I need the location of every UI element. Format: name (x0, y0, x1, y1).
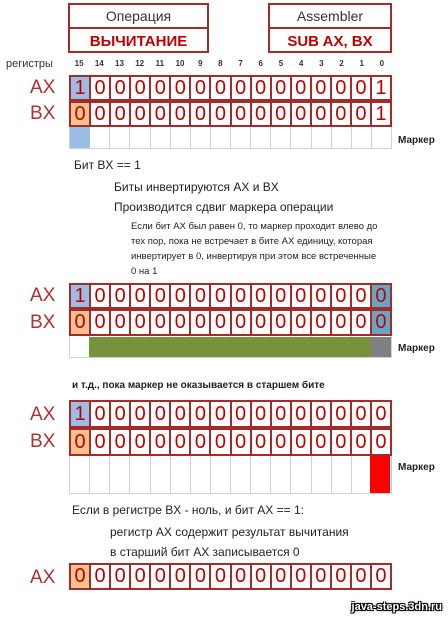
ax-register-step2 (69, 283, 392, 309)
bit-cell: 0 (171, 430, 191, 454)
bit-cell: 0 (171, 402, 191, 426)
bit-cell: 0 (272, 311, 292, 334)
bit-cell: 0 (111, 311, 131, 334)
bit-cell: 0 (211, 311, 231, 334)
bit-cell: 0 (352, 565, 372, 588)
note-invert: Биты инвертируются AX и BX (114, 180, 279, 194)
marker-cell (130, 456, 150, 494)
bit-cell: 0 (372, 285, 392, 307)
bit-cell: 0 (151, 103, 171, 125)
note-high-bit: в старший бит AX записывается 0 (110, 545, 300, 559)
bit-cell: 0 (292, 402, 312, 426)
bit-cell: 0 (151, 77, 171, 99)
bit-cell: 0 (292, 311, 312, 334)
marker-row-1 (69, 127, 392, 149)
bit-number: 10 (175, 59, 185, 68)
bit-number: 8 (218, 59, 223, 68)
bit-cell: 0 (312, 77, 332, 99)
marker-cell (231, 456, 251, 494)
ax-register-result (69, 563, 392, 590)
marker-cell (171, 456, 191, 494)
assembler-value: SUB AX, BX (287, 33, 373, 50)
reg-name-ax-3: AX (30, 404, 56, 425)
bit-number: 7 (238, 59, 243, 68)
marker-cell (191, 127, 211, 149)
bit-cell: 0 (191, 77, 211, 99)
bit-cell: 0 (332, 430, 352, 454)
registers-label: регистры (6, 58, 53, 70)
note-continue: и т.д., пока маркер не оказывается в старшем бите (72, 380, 325, 391)
assembler-box (268, 3, 392, 53)
bit-cell: 0 (312, 430, 332, 454)
bit-numbers (69, 59, 392, 68)
bit-number: 3 (319, 59, 324, 68)
bit-cell: 0 (352, 77, 372, 99)
marker-label-3: Маркер (398, 462, 435, 473)
bit-cell: 0 (191, 285, 211, 307)
bit-cell: 0 (272, 285, 292, 307)
bit-cell: 0 (151, 402, 171, 426)
marker-cell (211, 127, 231, 149)
bit-cell: 0 (332, 311, 352, 334)
marker-cell (231, 127, 251, 149)
bit-cell: 0 (292, 565, 312, 588)
bit-cell: 0 (252, 402, 272, 426)
bit-cell: 0 (352, 402, 372, 426)
marker-cell (110, 456, 130, 494)
marker-label-1: Маркер (398, 135, 435, 146)
bit-cell: 0 (151, 311, 171, 334)
bit-cell: 0 (71, 430, 91, 454)
bit-cell: 0 (232, 565, 252, 588)
bit-cell: 0 (352, 430, 372, 454)
bit-number: 2 (339, 59, 344, 68)
bit-cell: 0 (111, 402, 131, 426)
bit-cell: 0 (191, 430, 211, 454)
marker-cell (171, 127, 191, 149)
bit-cell: 0 (312, 103, 332, 125)
bit-cell: 0 (272, 430, 292, 454)
bit-cell: 0 (211, 77, 231, 99)
bit-cell: 0 (272, 565, 292, 588)
reg-name-ax-2: AX (30, 285, 56, 306)
bit-cell: 0 (292, 285, 312, 307)
reg-name-bx-2: BX (30, 312, 56, 333)
bit-cell: 0 (232, 402, 252, 426)
marker-cell (130, 127, 150, 149)
bit-cell: 0 (211, 402, 231, 426)
marker-highlight-1 (70, 127, 90, 148)
bit-cell: 0 (272, 77, 292, 99)
bit-cell: 0 (91, 77, 111, 99)
bit-cell: 0 (91, 285, 111, 307)
bit-cell: 0 (171, 77, 191, 99)
bit-number: 14 (94, 59, 104, 68)
bit-cell: 0 (191, 311, 211, 334)
bit-cell: 0 (332, 285, 352, 307)
bit-cell: 0 (332, 77, 352, 99)
marker-cell (291, 456, 311, 494)
marker-label-2: Маркер (398, 343, 435, 354)
bit-cell: 0 (312, 565, 332, 588)
marker-cell (312, 127, 332, 149)
marker-cell (251, 127, 271, 149)
bit-cell: 0 (91, 402, 111, 426)
bit-cell: 0 (332, 103, 352, 125)
bit-number: 1 (359, 59, 364, 68)
marker-cell (211, 456, 231, 494)
bit-number: 13 (115, 59, 124, 68)
bit-cell: 0 (191, 565, 211, 588)
bit-cell: 0 (71, 565, 91, 588)
bit-cell: 0 (252, 565, 272, 588)
bit-cell: 0 (352, 285, 372, 307)
bit-cell: 1 (71, 77, 91, 99)
bit-number: 6 (258, 59, 263, 68)
ax-register-step1 (69, 75, 392, 101)
bit-cell: 0 (252, 103, 272, 125)
bit-cell: 0 (91, 103, 111, 125)
bit-cell: 0 (211, 565, 231, 588)
marker-cell (271, 456, 291, 494)
bit-cell: 0 (292, 430, 312, 454)
bit-cell: 0 (312, 311, 332, 334)
marker-cell (332, 127, 352, 149)
marker-position-red (370, 456, 390, 493)
bit-cell: 0 (232, 103, 252, 125)
bit-cell: 0 (252, 311, 272, 334)
note-condition: Если в регистре BX - ноль, и бит AX == 1: (72, 503, 304, 517)
marker-cell (70, 336, 90, 358)
bit-cell: 0 (232, 311, 252, 334)
bit-cell: 1 (372, 77, 392, 99)
bit-cell: 0 (252, 77, 272, 99)
bit-cell: 0 (211, 285, 231, 307)
bit-number: 11 (155, 59, 165, 68)
bit-cell: 0 (232, 285, 252, 307)
ax-register-step3 (69, 400, 392, 428)
operation-title: Операция (70, 5, 207, 29)
bit-cell: 0 (171, 285, 191, 307)
bit-number: 12 (135, 59, 145, 68)
note-paragraph: Если бит AX был равен 0, то маркер проходит влево до тех пор, пока не встречает в бите AX единицу, которая инвертирует в 0, инвертируя при этом все встреченные 0 на 1 (131, 221, 378, 277)
marker-cell (352, 127, 372, 149)
bit-cell: 0 (91, 565, 111, 588)
bit-cell: 0 (131, 402, 151, 426)
marker-cell (151, 127, 171, 149)
marker-cell (372, 127, 392, 149)
reg-name-ax-result: AX (30, 567, 56, 588)
bit-cell: 0 (171, 103, 191, 125)
bit-cell: 0 (312, 285, 332, 307)
bit-cell: 0 (232, 430, 252, 454)
note-result: регистр AX содержит результат вычитания (110, 525, 349, 539)
marker-position-gray (371, 337, 391, 357)
bit-cell: 0 (91, 311, 111, 334)
marker-cell (312, 456, 332, 494)
bit-cell: 0 (171, 311, 191, 334)
reg-name-ax-1: AX (30, 77, 56, 98)
bx-register-step3 (69, 428, 392, 456)
bit-cell: 0 (211, 103, 231, 125)
bit-cell: 0 (131, 311, 151, 334)
bit-cell: 0 (151, 285, 171, 307)
bit-cell: 0 (272, 103, 292, 125)
bit-number: 9 (197, 59, 203, 68)
bit-cell: 0 (131, 565, 151, 588)
marker-row-3 (69, 456, 392, 494)
marker-cell (70, 456, 90, 494)
note-bx-bit: Бит BX == 1 (74, 158, 141, 172)
bit-cell: 0 (252, 285, 272, 307)
bit-cell: 0 (332, 565, 352, 588)
marker-path-green (89, 337, 371, 357)
marker-cell (291, 127, 311, 149)
bit-cell: 0 (332, 402, 352, 426)
bit-cell: 0 (111, 103, 131, 125)
bit-number: 4 (298, 59, 304, 68)
assembler-title: Assembler (270, 5, 390, 29)
bit-cell: 0 (71, 103, 91, 125)
marker-cell (191, 456, 211, 494)
bit-cell: 0 (111, 565, 131, 588)
reg-name-bx-3: BX (30, 431, 56, 452)
marker-cell (90, 456, 110, 494)
bit-cell: 1 (71, 285, 91, 307)
bit-number: 15 (74, 59, 84, 68)
bit-cell: 0 (131, 103, 151, 125)
bit-cell: 0 (372, 311, 392, 334)
bit-cell: 0 (372, 430, 392, 454)
marker-cell (352, 456, 372, 494)
bit-cell: 0 (211, 430, 231, 454)
bit-cell: 0 (91, 430, 111, 454)
marker-cell (151, 456, 171, 494)
site-watermark: java-steps.3dn.ru (351, 601, 442, 613)
bit-cell: 0 (131, 430, 151, 454)
operation-box (68, 3, 209, 53)
operation-value: ВЫЧИТАНИЕ (89, 33, 188, 50)
bx-register-step2 (69, 309, 392, 336)
marker-cell (90, 127, 110, 149)
bit-cell: 0 (131, 285, 151, 307)
bit-cell: 0 (131, 77, 151, 99)
bit-cell: 0 (111, 77, 131, 99)
bit-cell: 0 (372, 565, 392, 588)
bit-cell: 0 (292, 103, 312, 125)
bit-number: 5 (278, 59, 284, 68)
reg-name-bx-1: BX (30, 103, 56, 124)
bit-cell: 0 (232, 77, 252, 99)
bx-register-step1 (69, 101, 392, 127)
bit-number: 0 (379, 59, 385, 68)
bit-cell: 0 (151, 430, 171, 454)
bit-cell: 0 (292, 77, 312, 99)
bit-cell: 0 (191, 103, 211, 125)
bit-cell: 1 (372, 103, 392, 125)
bit-cell: 0 (111, 430, 131, 454)
bit-cell: 0 (252, 430, 272, 454)
bit-cell: 0 (71, 311, 91, 334)
bit-cell: 0 (111, 285, 131, 307)
bit-cell: 0 (372, 402, 392, 426)
bit-cell: 0 (272, 402, 292, 426)
bit-cell: 0 (352, 311, 372, 334)
bit-cell: 1 (71, 402, 91, 426)
bit-cell: 0 (151, 565, 171, 588)
bit-cell: 0 (171, 565, 191, 588)
bit-cell: 0 (352, 103, 372, 125)
bit-cell: 0 (312, 402, 332, 426)
marker-cell (110, 127, 130, 149)
note-shift: Производится сдвиг маркера операции (114, 200, 334, 214)
marker-cell (332, 456, 352, 494)
marker-cell (271, 127, 291, 149)
marker-cell (251, 456, 271, 494)
bit-cell: 0 (191, 402, 211, 426)
